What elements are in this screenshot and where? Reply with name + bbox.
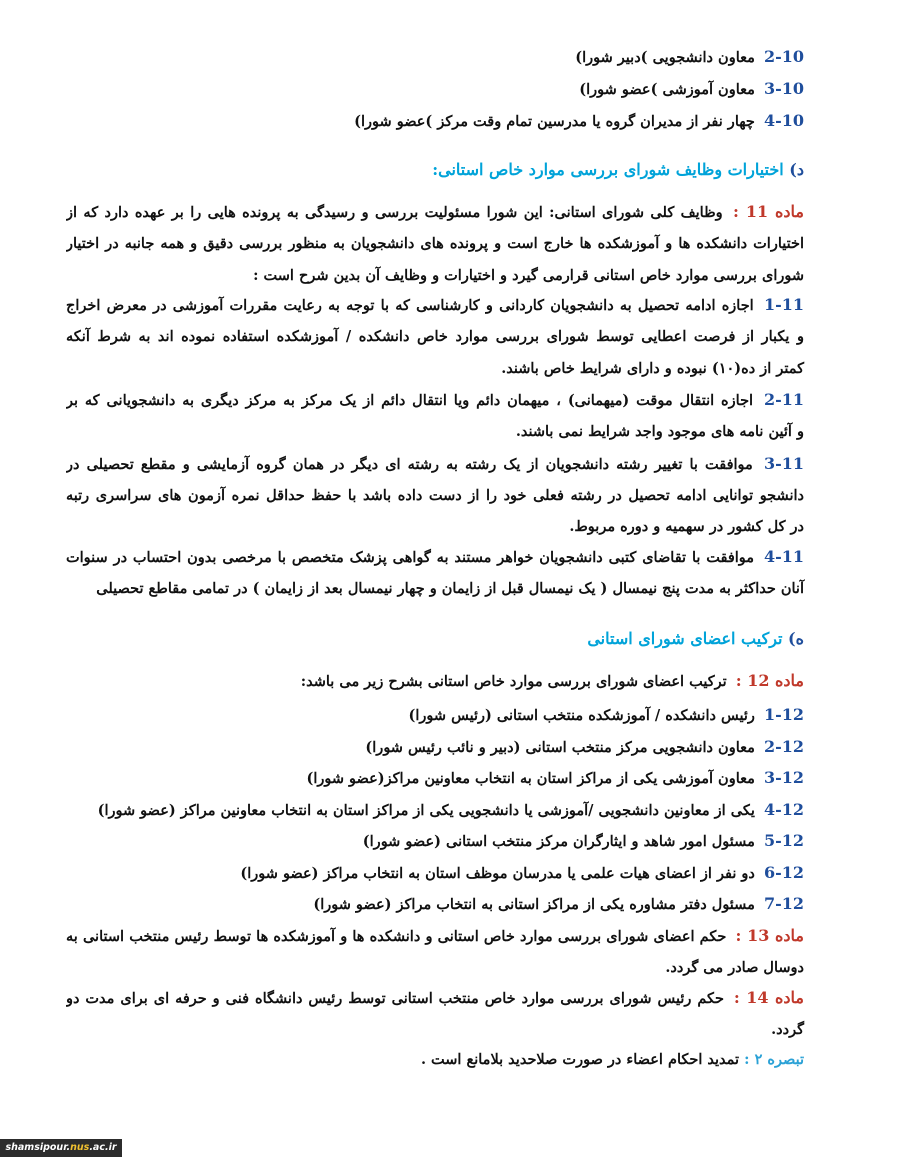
- footer-suffix: .ac.ir: [89, 1142, 117, 1153]
- article-text: وظایف کلی شورای استانی: این شورا مسئولیت بررسی و رسیدگی به پرونده هایی را بر عهده دارد که از: [66, 204, 723, 221]
- clause-text: رئیس دانشکده / آموزشکده منتخب استانی (رئیس شورا): [408, 707, 755, 724]
- clause-6-12: [240, 862, 804, 885]
- clause-number: 6-12: [763, 863, 804, 882]
- clause-text: موافقت با تغییر رشته دانشجویان از یک رشته به رشته ای دیگر در همان گروه آزمایشی و مقطع تحصیلی در: [66, 456, 753, 473]
- article-text: حکم اعضای شورای بررسی موارد خاص استانی و دانشکده ها و آموزشکده ها توسط رئیس منتخب استانی به: [66, 928, 727, 945]
- clause-text: اجازه انتقال موقت (میهمانی) ، میهمان دائم ویا انتقال دائم از یک مرکز به مرکز دیگری به دانشجویانی که بر: [66, 392, 754, 409]
- clause-text: معاون آموزشی یکی از مراکز استان به انتخاب معاونین مراکز(عضو شورا): [306, 770, 755, 787]
- article-13-line-1: [66, 925, 804, 947]
- clause-3-10: [579, 78, 804, 101]
- clause-3-11-line-3: در کل کشور در سهمیه و دوره مربوط.: [569, 518, 804, 535]
- clause-number: 1-12: [763, 705, 804, 724]
- footer-accent: nus: [70, 1142, 90, 1153]
- article-label: ماده 14 :: [733, 988, 804, 1007]
- clause-text: دو نفر از اعضای هیات علمی یا مدرسان موظف استان به انتخاب مراکز (عضو شورا): [240, 865, 755, 882]
- clause-number: 3-10: [763, 79, 804, 98]
- clause-1-11-line-3: کمتر از ده(۱۰) نبوده و دارای شرایط خاص باشند.: [501, 360, 804, 377]
- clause-number: 2-11: [763, 390, 804, 409]
- clause-2-10: [575, 46, 804, 69]
- clause-4-10: [354, 110, 804, 133]
- clause-1-12: [409, 704, 804, 727]
- article-13-line-2: دوسال صادر می گردد.: [665, 959, 804, 976]
- clause-4-11-line-2: آنان حداکثر به مدت پنج نیمسال ( یک نیمسال قبل از زایمان و چهار نیمسال بعد از زایمان ) در تمامی مقاطع تحصیلی: [96, 580, 804, 597]
- clause-number: 3-12: [763, 768, 804, 787]
- clause-2-12: [365, 736, 804, 759]
- clause-number: 4-12: [763, 800, 804, 819]
- clause-3-11-line-2: دانشجو توانایی ادامه تحصیل در رشته فعلی خود را از دست داده باشد با حفظ حداقل نمره آزمون های سراسری رتبه: [66, 487, 804, 504]
- clause-text: معاون دانشجویی مرکز منتخب استانی (دبیر و نائب رئیس شورا): [365, 739, 755, 756]
- clause-number: 3-11: [763, 454, 804, 473]
- heading-prefix: د): [789, 160, 804, 179]
- clause-number: 7-12: [763, 894, 804, 913]
- article-11-line-3: شورای بررسی موارد خاص استانی قرارمی گیرد و اختیارات و وظایف آن بدین شرح است :: [253, 267, 804, 284]
- article-label: ماده 13 :: [735, 926, 804, 945]
- clause-5-12: [363, 830, 804, 853]
- note-text: تمدید احکام اعضاء در صورت صلاحدید بلامانع است .: [420, 1051, 740, 1068]
- clause-4-12: [98, 799, 804, 822]
- article-label: ماده 12 :: [735, 671, 804, 690]
- article-11-line-1: [66, 201, 804, 223]
- section-heading-h: [587, 627, 804, 651]
- clause-number: 5-12: [763, 831, 804, 850]
- note-2: [421, 1049, 804, 1071]
- clause-text: معاون دانشجویی )دبیر شورا): [575, 49, 755, 66]
- heading-title: ترکیب اعضای شورای استانی: [587, 629, 783, 648]
- note-label: تبصره ۲ :: [744, 1051, 804, 1068]
- clause-7-12: [313, 893, 804, 916]
- clause-3-12: [306, 767, 804, 790]
- article-12: [301, 670, 804, 693]
- clause-number: 2-12: [763, 737, 804, 756]
- clause-text: مسئول امور شاهد و ایثارگران مرکز منتخب استانی (عضو شورا): [362, 833, 755, 850]
- clause-3-11-line-1: [66, 453, 804, 475]
- article-text: ترکیب اعضای شورای بررسی موارد خاص استانی بشرح زیر می باشد:: [300, 673, 727, 690]
- clause-text: اجازه ادامه تحصیل به دانشجویان کاردانی و کارشناسی که با توجه به رعایت مقررات آموزشی در معرض اخراج: [66, 297, 754, 314]
- article-text: حکم رئیس شورای بررسی موارد خاص منتخب استانی توسط رئیس دانشگاه فنی و حرفه ای برای مدت دو: [66, 990, 724, 1007]
- site-footer-badge: [0, 1139, 122, 1157]
- article-14-line-2: گردد.: [771, 1021, 804, 1038]
- clause-number: 2-10: [763, 47, 804, 66]
- clause-1-11-line-2: و یکبار از فرصت اعطایی توسط شورای بررسی موارد خاص دانشکده / آموزشکده استفاده نموده اند به شرط آنکه: [66, 328, 804, 345]
- heading-title: اختیارات وظایف شورای بررسی موارد خاص استانی:: [432, 160, 784, 179]
- clause-2-11-line-1: [66, 389, 804, 411]
- article-label: ماده 11 :: [733, 202, 804, 221]
- clause-text: موافقت با تقاضای کتبی دانشجویان خواهر مستند به گواهی پزشک متخصص با مرخصی بدون احتساب در سنوات: [66, 549, 755, 566]
- clause-text: چهار نفر از مدیران گروه یا مدرسین تمام وقت مرکز )عضو شورا): [354, 113, 755, 130]
- clause-number: 1-11: [763, 295, 804, 314]
- clause-4-11-line-1: [66, 546, 804, 568]
- footer-prefix: shamsipour.: [5, 1142, 71, 1153]
- clause-text: معاون آموزشی )عضو شورا): [579, 81, 755, 98]
- clause-text: مسئول دفتر مشاوره یکی از مراکز استانی به انتخاب مراکز (عضو شورا): [313, 896, 755, 913]
- clause-number: 4-10: [763, 111, 804, 130]
- section-heading-d: [432, 158, 804, 182]
- clause-1-11-line-1: [66, 294, 804, 316]
- clause-2-11-line-2: و آئین نامه های موجود واجد شرایط نمی باشند.: [515, 423, 804, 440]
- clause-text: یکی از معاونین دانشجویی /آموزشی یا دانشجویی یکی از مراکز استان به انتخاب معاونین مراکز (عضو شورا): [97, 802, 755, 819]
- heading-prefix: ه): [788, 629, 804, 648]
- article-11-line-2: اختیارات دانشکده ها و آموزشکده ها خارج است و پرونده های دانشجویان به منظور بررسی دقیق و همه جانبه در اختیار: [66, 235, 804, 252]
- clause-number: 4-11: [763, 547, 804, 566]
- article-14-line-1: [66, 987, 804, 1009]
